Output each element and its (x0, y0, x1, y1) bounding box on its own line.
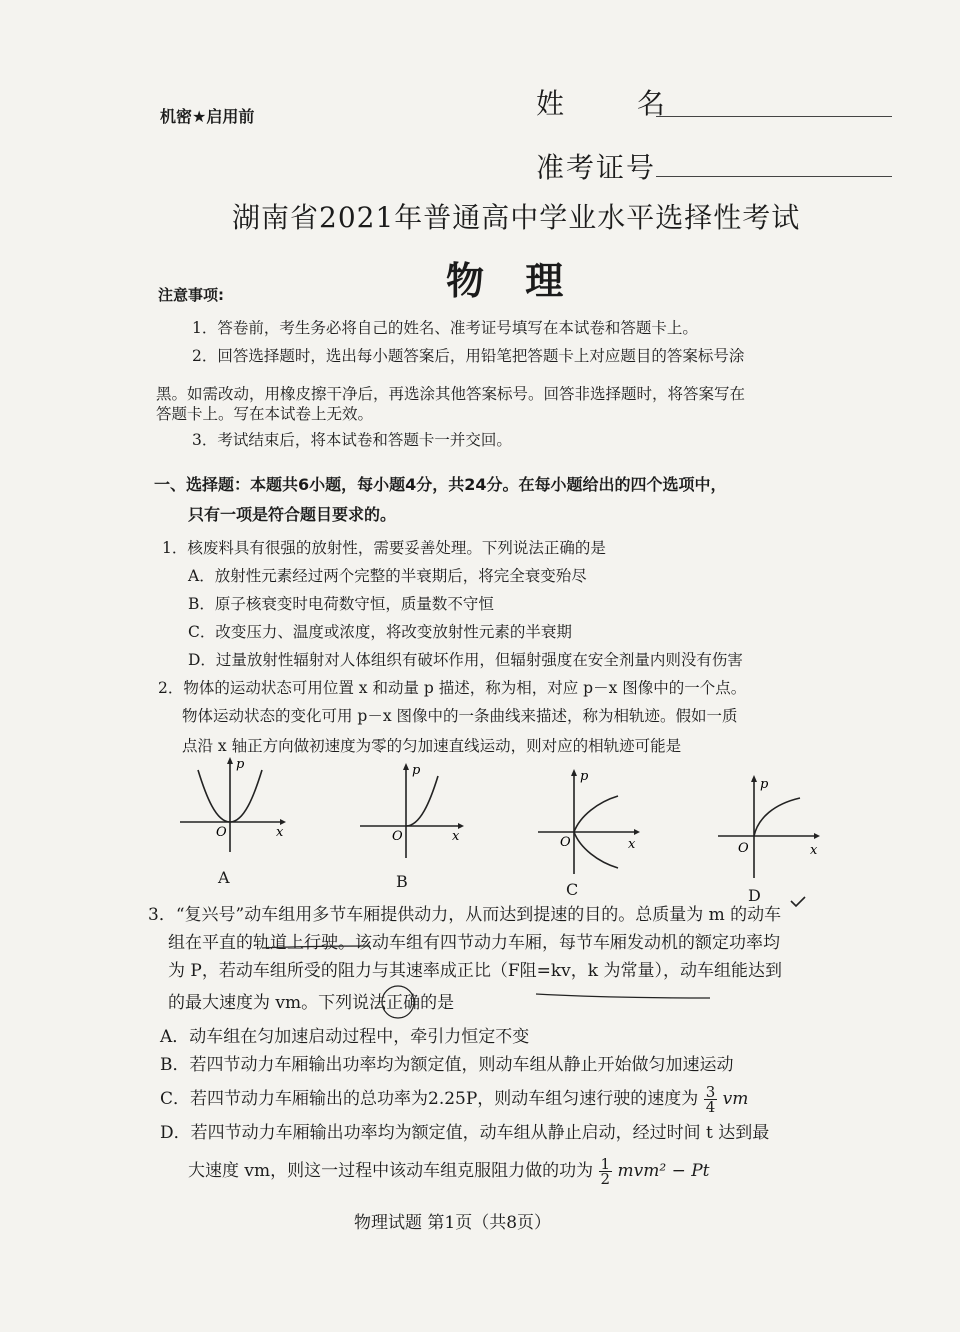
notice-item-2-line-3: 答题卡上。写在本试卷上无效。 (156, 405, 374, 423)
q1-stem: 1．核废料具有很强的放射性，需要妥善处理。下列说法正确的是 (162, 539, 606, 557)
q2-graph-c-label: C (566, 880, 579, 899)
q3-option-c-fraction (704, 1085, 718, 1114)
notice-item-2-line-1: 2．回答选择题时，选出每小题答案后，用铅笔把答题卡上对应题目的答案标号涂 (192, 347, 745, 365)
q2-line-1: 2．物体的运动状态可用位置 x 和动量 p 描述，称为相，对应 p－x 图像中的一个点。 (158, 679, 747, 697)
notice-item-1: 1．答卷前，考生务必将自己的姓名、准考证号填写在本试卷和答题卡上。 (192, 319, 698, 337)
q3-d-fraction-denominator: 2 (600, 1170, 611, 1188)
graph-c-origin: O (560, 835, 571, 850)
exam-title: 湖南省2021年普通高中学业水平选择性考试 (232, 201, 801, 234)
q3-option-a: A．动车组在匀加速启动过程中，牵引力恒定不变 (160, 1027, 530, 1047)
exam-id-label: 准考证号 (536, 151, 657, 184)
q3-line-2: 组在平直的轨道上行驶。该动车组有四节动力车厢，每节车厢发动机的额定功率均 (168, 933, 780, 953)
q2-graph-a-label: A (218, 868, 230, 887)
q2-line-3: 点沿 x 轴正方向做初速度为零的匀加速直线运动，则对应的相轨迹可能是 (182, 737, 682, 755)
graph-a-y-label: p (236, 757, 245, 772)
graph-d-x-label: x (810, 843, 818, 858)
graph-a-origin: O (216, 825, 227, 840)
q3-c-fraction-denominator: 4 (705, 1098, 716, 1116)
q3-c-fraction-numerator: 3 (705, 1083, 716, 1101)
q2-graph-b-label: B (396, 872, 408, 891)
name-label: 姓 名 (536, 87, 667, 120)
handwritten-underline-icon (250, 940, 730, 1020)
notice-heading: 注意事项: (158, 286, 224, 304)
q3-option-d-line-2 (188, 1156, 709, 1186)
notice-item-2-line-2: 黑。如需改动，用橡皮擦干净后，再选涂其他答案标号。回答非选择题时，将答案写在 (156, 385, 746, 403)
secret-mark: 机密★启用前 (160, 107, 255, 126)
q3-option-c-text: C．若四节动力车厢输出的总功率为2.25P，则动车组匀速行驶的速度为 (160, 1089, 699, 1109)
q3-d-fraction-numerator: 1 (600, 1155, 611, 1173)
subject-title: 物 理 (446, 258, 564, 303)
section-heading-line-2: 只有一项是符合题目要求的。 (188, 505, 397, 524)
section-heading-line-1: 一、选择题：本题共6小题，每小题4分，共24分。在每小题给出的四个选项中， (154, 475, 727, 494)
q2-graph-c (536, 768, 648, 878)
q2-graph-b (358, 762, 470, 862)
q3-option-d-line-1: D．若四节动力车厢输出功率均为额定值，动车组从静止启动，经过时间 t 达到最 (160, 1123, 770, 1143)
q3-option-c (160, 1084, 748, 1114)
name-field[interactable] (656, 116, 892, 117)
q2-graph-a (180, 756, 292, 856)
q1-option-d: D．过量放射性辐射对人体组织有破坏作用，但辐射强度在安全剂量内则没有伤害 (188, 651, 743, 669)
q3-option-d-fraction (599, 1157, 613, 1186)
q3-line-3: 为 P，若动车组所受的阻力与其速率成正比（F阻=kv，k 为常量），动车组能达到 (168, 961, 782, 981)
q2-graph-d-label: D (748, 886, 761, 905)
q3-option-c-suffix: vm (722, 1089, 749, 1109)
q3-option-d-suffix: mvm² − Pt (617, 1161, 710, 1181)
q3-line-1: 3．“复兴号”动车组用多节车厢提供动力，从而达到提速的目的。总质量为 m 的动车 (148, 905, 782, 925)
q2-graph-d (716, 774, 828, 880)
handwritten-check-mark-icon (790, 896, 806, 908)
q3-line-4: 的最大速度为 vm。下列说法正确的是 (168, 993, 455, 1013)
graph-b-origin: O (392, 829, 403, 844)
q2-line-2: 物体运动状态的变化可用 p－x 图像中的一条曲线来描述，称为相轨迹。假如一质 (182, 707, 738, 725)
graph-d-origin: O (738, 841, 749, 856)
graph-c-y-label: p (580, 769, 589, 784)
exam-id-field[interactable] (656, 176, 892, 177)
q1-option-b: B．原子核衰变时电荷数守恒，质量数不守恒 (188, 595, 494, 613)
q3-option-d-text: 大速度 vm，则这一过程中该动车组克服阻力做的功为 (188, 1161, 594, 1181)
q1-option-c: C．改变压力、温度或浓度，将改变放射性元素的半衰期 (188, 623, 572, 641)
graph-b-y-label: p (412, 763, 421, 778)
q3-option-b: B．若四节动力车厢输出功率均为额定值，则动车组从静止开始做匀加速运动 (160, 1055, 734, 1075)
page-footer: 物理试题 第1页（共8页） (354, 1213, 552, 1233)
graph-a-x-label: x (276, 825, 284, 840)
notice-item-3: 3．考试结束后，将本试卷和答题卡一并交回。 (192, 431, 512, 449)
q1-option-a: A．放射性元素经过两个完整的半衰期后，将完全衰变殆尽 (188, 567, 587, 585)
graph-c-x-label: x (628, 837, 636, 852)
graph-d-y-label: p (760, 777, 769, 792)
graph-b-x-label: x (452, 829, 460, 844)
